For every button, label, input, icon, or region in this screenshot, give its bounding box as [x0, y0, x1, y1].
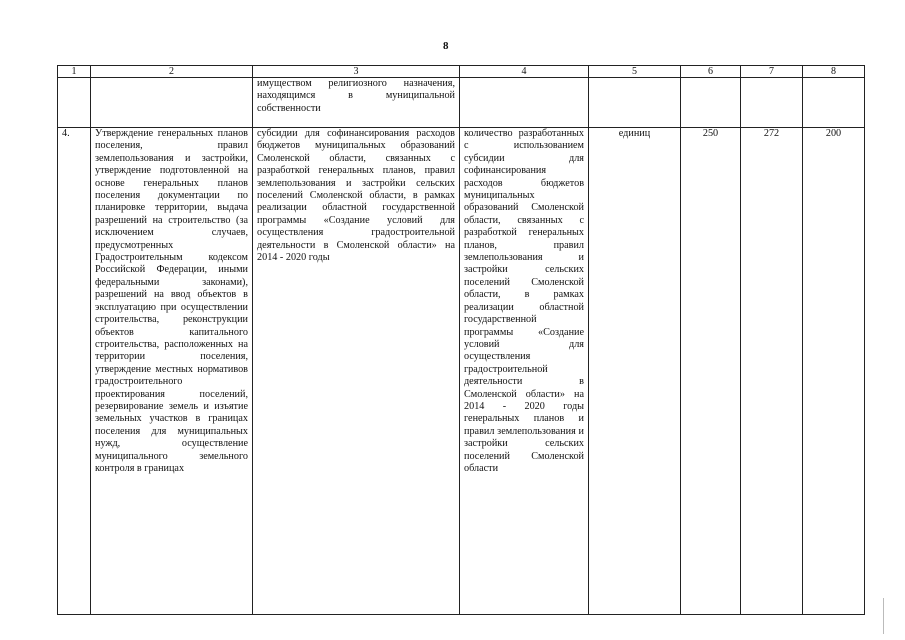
subsidy-description-cell: субсидии для софинансирования расходов бюджетов муниципальных образований Смоленской области, связанных с разработкой генеральных планов, правил землепользования и застройки сельских поселений Смоленской области, в рамках реализации областной государственной программы «Создание условий для осуществления градостроительной деятельности в Смоленской области» на 2014 - 2020 годы [253, 128, 460, 615]
value-cell-col6: 250 [681, 128, 741, 615]
header-col-3: 3 [253, 66, 460, 78]
cell-empty [741, 78, 803, 128]
indicator-description-cell: количество разработанных с использованием субсидии для софинансирования расходов бюджетов муниципальных образований Смоленской области, связанных с разработкой генеральных планов, правил землепользования и застройки сельских поселений Смоленской области, в рамках реализации областной государственной программы «Создание условий для осуществления градостроительной деятельности в Смоленской области» на 2014 - 2020 годы генеральных планов и правил землепользования и застройки сельских поселений Смоленской области [460, 128, 589, 615]
header-col-7: 7 [741, 66, 803, 78]
indicator-table [57, 65, 865, 615]
row-number-cell: 4. [58, 128, 91, 615]
header-col-1: 1 [58, 66, 91, 78]
cell-empty [681, 78, 741, 128]
header-col-2: 2 [91, 66, 253, 78]
header-row [58, 66, 865, 78]
continuation-indicator-cell: имуществом религиозного назначения, находящимся в муниципальной собственности [253, 78, 460, 128]
value-cell-col8: 200 [803, 128, 865, 615]
unit-cell: единиц [589, 128, 681, 615]
cell-empty [803, 78, 865, 128]
authority-description-cell: Утверждение генеральных планов поселения, правил землепользования и застройки, утверждение подготовленной на основе генеральных планов поселения документации по планировке территории, выдача разрешений на строительство (за исключением случаев, предусмотренных Градостроительным кодексом Российской Федерации, иными федеральными законами), разрешений на ввод объектов в эксплуатацию при осуществлении строительства, реконструкции объектов капитального строительства, расположенных на территории поселения, утверждение местных нормативов градостроительного проектирования поселений, резервирование земель и изъятие земельных участков в границах поселения для муниципальных нужд, осуществление муниципального земельного контроля в границах [91, 128, 253, 615]
table-row-continuation [58, 78, 865, 128]
header-col-4: 4 [460, 66, 589, 78]
header-col-8: 8 [803, 66, 865, 78]
cell-empty [58, 78, 91, 128]
cell-empty [460, 78, 589, 128]
scan-edge-mark [883, 598, 884, 634]
header-col-6: 6 [681, 66, 741, 78]
cell-empty [91, 78, 253, 128]
page-number: 8 [443, 40, 449, 52]
header-col-5: 5 [589, 66, 681, 78]
table-row-4 [58, 128, 865, 615]
value-cell-col7: 272 [741, 128, 803, 615]
cell-empty [589, 78, 681, 128]
